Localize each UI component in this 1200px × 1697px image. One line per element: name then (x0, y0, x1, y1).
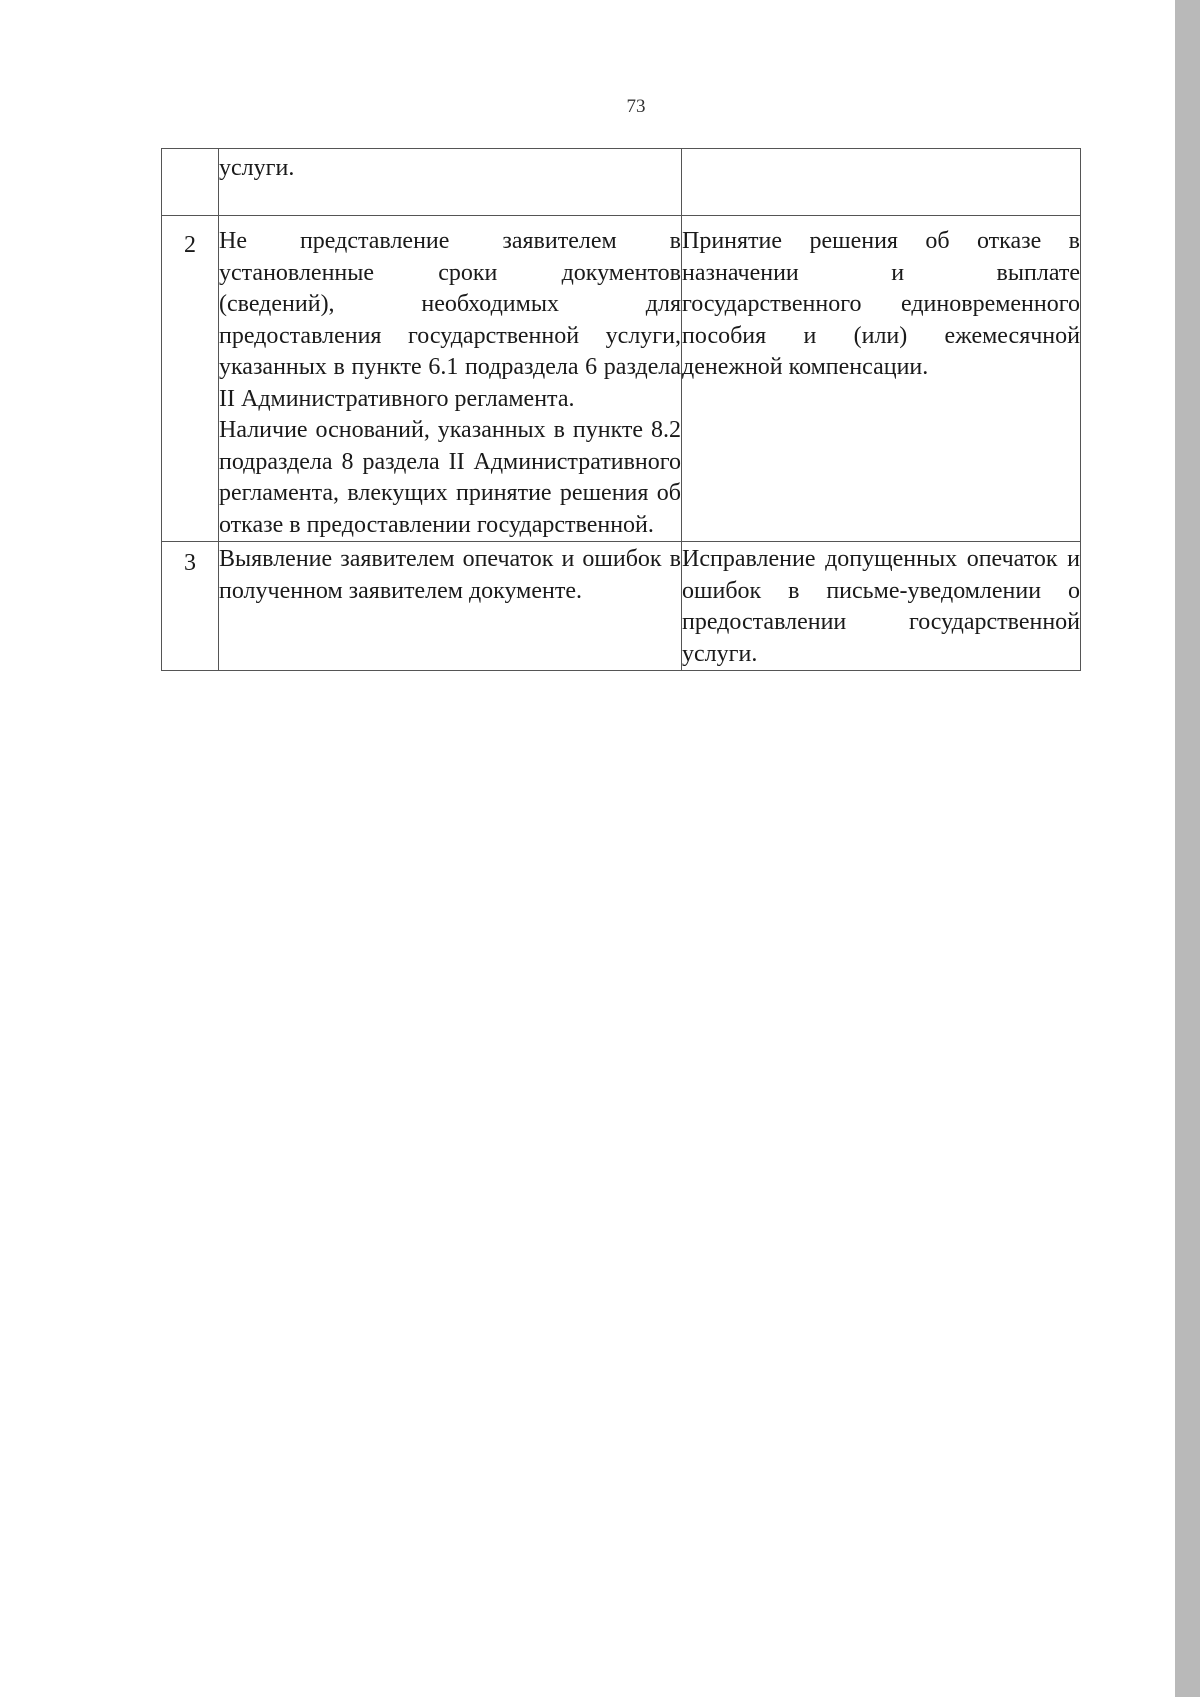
row-action-cell: Исправление допущенных опечаток и ошибок в письме-уведомлении о предоставлении государственной услуги. (682, 542, 1081, 671)
table-row (162, 216, 1081, 542)
description-paragraph: Не представление заявителем в установленные сроки документов (сведений), необходимых для предоставления государственной услуги, указанных в пункте 6.1 подраздела 6 раздела II Административного регламента. (219, 228, 681, 412)
grounds-table (161, 148, 1081, 671)
row-description-cell (219, 149, 682, 216)
row-description-cell (219, 216, 682, 542)
description-paragraph: Выявление заявителем опечаток и ошибок в полученном заявителем документе. (219, 546, 681, 604)
scan-page-edge (1175, 0, 1200, 1697)
row-number-cell (162, 149, 219, 216)
table-row (162, 542, 1081, 671)
table-row (162, 149, 1081, 216)
description-paragraph: услуги. (219, 155, 295, 181)
row-number-cell: 3 (162, 542, 219, 671)
row-description-cell (219, 542, 682, 671)
row-action-cell: Принятие решения об отказе в назначении и выплате государственного единовременного пособия и (или) ежемесячной денежной компенсации. (682, 216, 1081, 542)
description-paragraph: Наличие оснований, указанных в пункте 8.2 подраздела 8 раздела II Административного регламента, влекущих принятие решения об отказе в предоставлении государственной. (219, 417, 681, 538)
page-number: 73 (626, 96, 646, 117)
row-action-cell (682, 149, 1081, 216)
row-number-cell: 2 (162, 216, 219, 542)
